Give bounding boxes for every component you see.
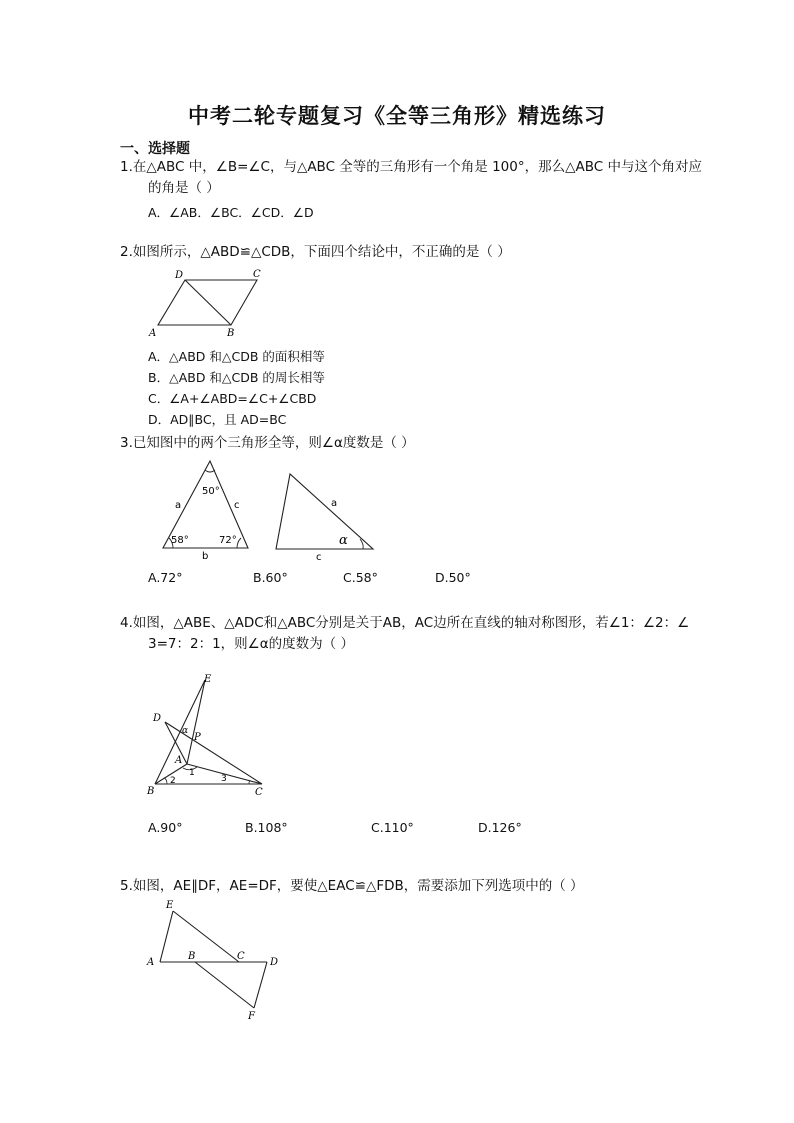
question-3-figure — [155, 458, 385, 563]
question-2-stem: 2.如图所示，△ABD≌△CDB，下面四个结论中，不正确的是（ ） — [120, 244, 511, 260]
question-1-options: A．∠AB．∠BC．∠CD．∠D — [148, 205, 314, 220]
label-c: C — [237, 951, 245, 962]
label-p: P — [194, 732, 201, 743]
label-side-a-right: a — [331, 498, 338, 509]
label-f: F — [248, 1011, 255, 1022]
angle-mark-3 — [249, 780, 250, 784]
label-a: A — [147, 957, 155, 968]
question-4-option-d: D.126° — [478, 820, 522, 835]
label-c: C — [253, 269, 261, 280]
question-3-option-b: B.60° — [253, 570, 288, 585]
question-4-stem-line1: 4.如图，△ABE、△ADC和△ABC分别是关于AB，AC边所在直线的轴对称图形，若∠1：∠2：∠ — [120, 615, 690, 631]
question-2-figure — [145, 262, 275, 342]
label-3: 3 — [221, 774, 227, 784]
label-b: B — [227, 328, 235, 339]
segment-ae — [187, 680, 205, 764]
label-alpha: α — [339, 533, 348, 548]
question-3-option-d: D.50° — [435, 570, 471, 585]
question-2-option-c: C．∠A+∠ABD=∠C+∠CBD — [148, 391, 317, 406]
question-5-stem: 5.如图，AE∥DF，AE=DF，要使△EAC≌△FDB，需要添加下列选项中的（ ） — [120, 878, 584, 894]
label-side-c-right: c — [316, 552, 322, 563]
segment-df — [254, 962, 267, 1008]
angle-mark-alpha — [360, 539, 363, 549]
question-3-option-c: C.58° — [343, 570, 378, 585]
question-4-option-b: B.108° — [245, 820, 288, 835]
question-4-option-a: A.90° — [148, 820, 183, 835]
label-alpha: α — [182, 726, 189, 736]
label-2: 2 — [170, 776, 176, 786]
question-1-stem-line1: 1.在△ABC 中，∠B=∠C，与△ABC 全等的三角形有一个角是 100°，那么△ABC 中与这个角对应 — [120, 159, 702, 175]
question-1-stem-line2: 的角是（ ） — [148, 180, 220, 196]
label-side-b-left: b — [202, 551, 209, 562]
label-1: 1 — [189, 768, 195, 778]
question-4-option-c: C.110° — [371, 820, 414, 835]
question-2-option-a: A．△ABD 和△CDB 的面积相等 — [148, 349, 325, 364]
question-2-option-b: B．△ABD 和△CDB 的周长相等 — [148, 370, 325, 385]
label-a: A — [175, 755, 183, 766]
page-title: 中考二轮专题复习《全等三角形》精选练习 — [188, 103, 606, 128]
label-e: E — [166, 900, 174, 911]
question-3-option-a: A.72° — [148, 570, 183, 585]
diagonal-db — [185, 280, 231, 325]
label-d: D — [270, 957, 279, 968]
label-a: A — [149, 328, 157, 339]
label-d: D — [175, 270, 184, 281]
question-3-stem: 3.已知图中的两个三角形全等，则∠α度数是（ ） — [120, 435, 415, 451]
question-5-figure — [145, 898, 285, 1023]
label-c: C — [255, 787, 263, 798]
label-d: D — [153, 713, 162, 724]
label-b: B — [188, 951, 196, 962]
label-e: E — [204, 674, 212, 685]
label-angle-50: 50° — [202, 486, 220, 497]
segment-bf — [195, 962, 254, 1008]
label-angle-72: 72° — [219, 535, 237, 546]
segment-ec — [173, 911, 239, 962]
question-4-figure — [145, 670, 275, 800]
triangle-right — [276, 474, 373, 549]
question-2-option-d: D．AD∥BC，且 AD=BC — [148, 412, 287, 427]
segment-ae — [160, 911, 173, 962]
section-heading: 一、选择题 — [120, 141, 190, 157]
segment-dc — [165, 722, 262, 784]
label-b: B — [147, 786, 155, 797]
label-angle-58: 58° — [171, 535, 189, 546]
label-side-c-left: c — [234, 500, 240, 511]
angle-mark-2 — [164, 778, 167, 784]
angle-mark-bottom-right — [237, 538, 241, 548]
label-side-a-left: a — [175, 500, 182, 511]
question-4-stem-line2: 3=7：2：1，则∠α的度数为（ ） — [148, 636, 354, 652]
